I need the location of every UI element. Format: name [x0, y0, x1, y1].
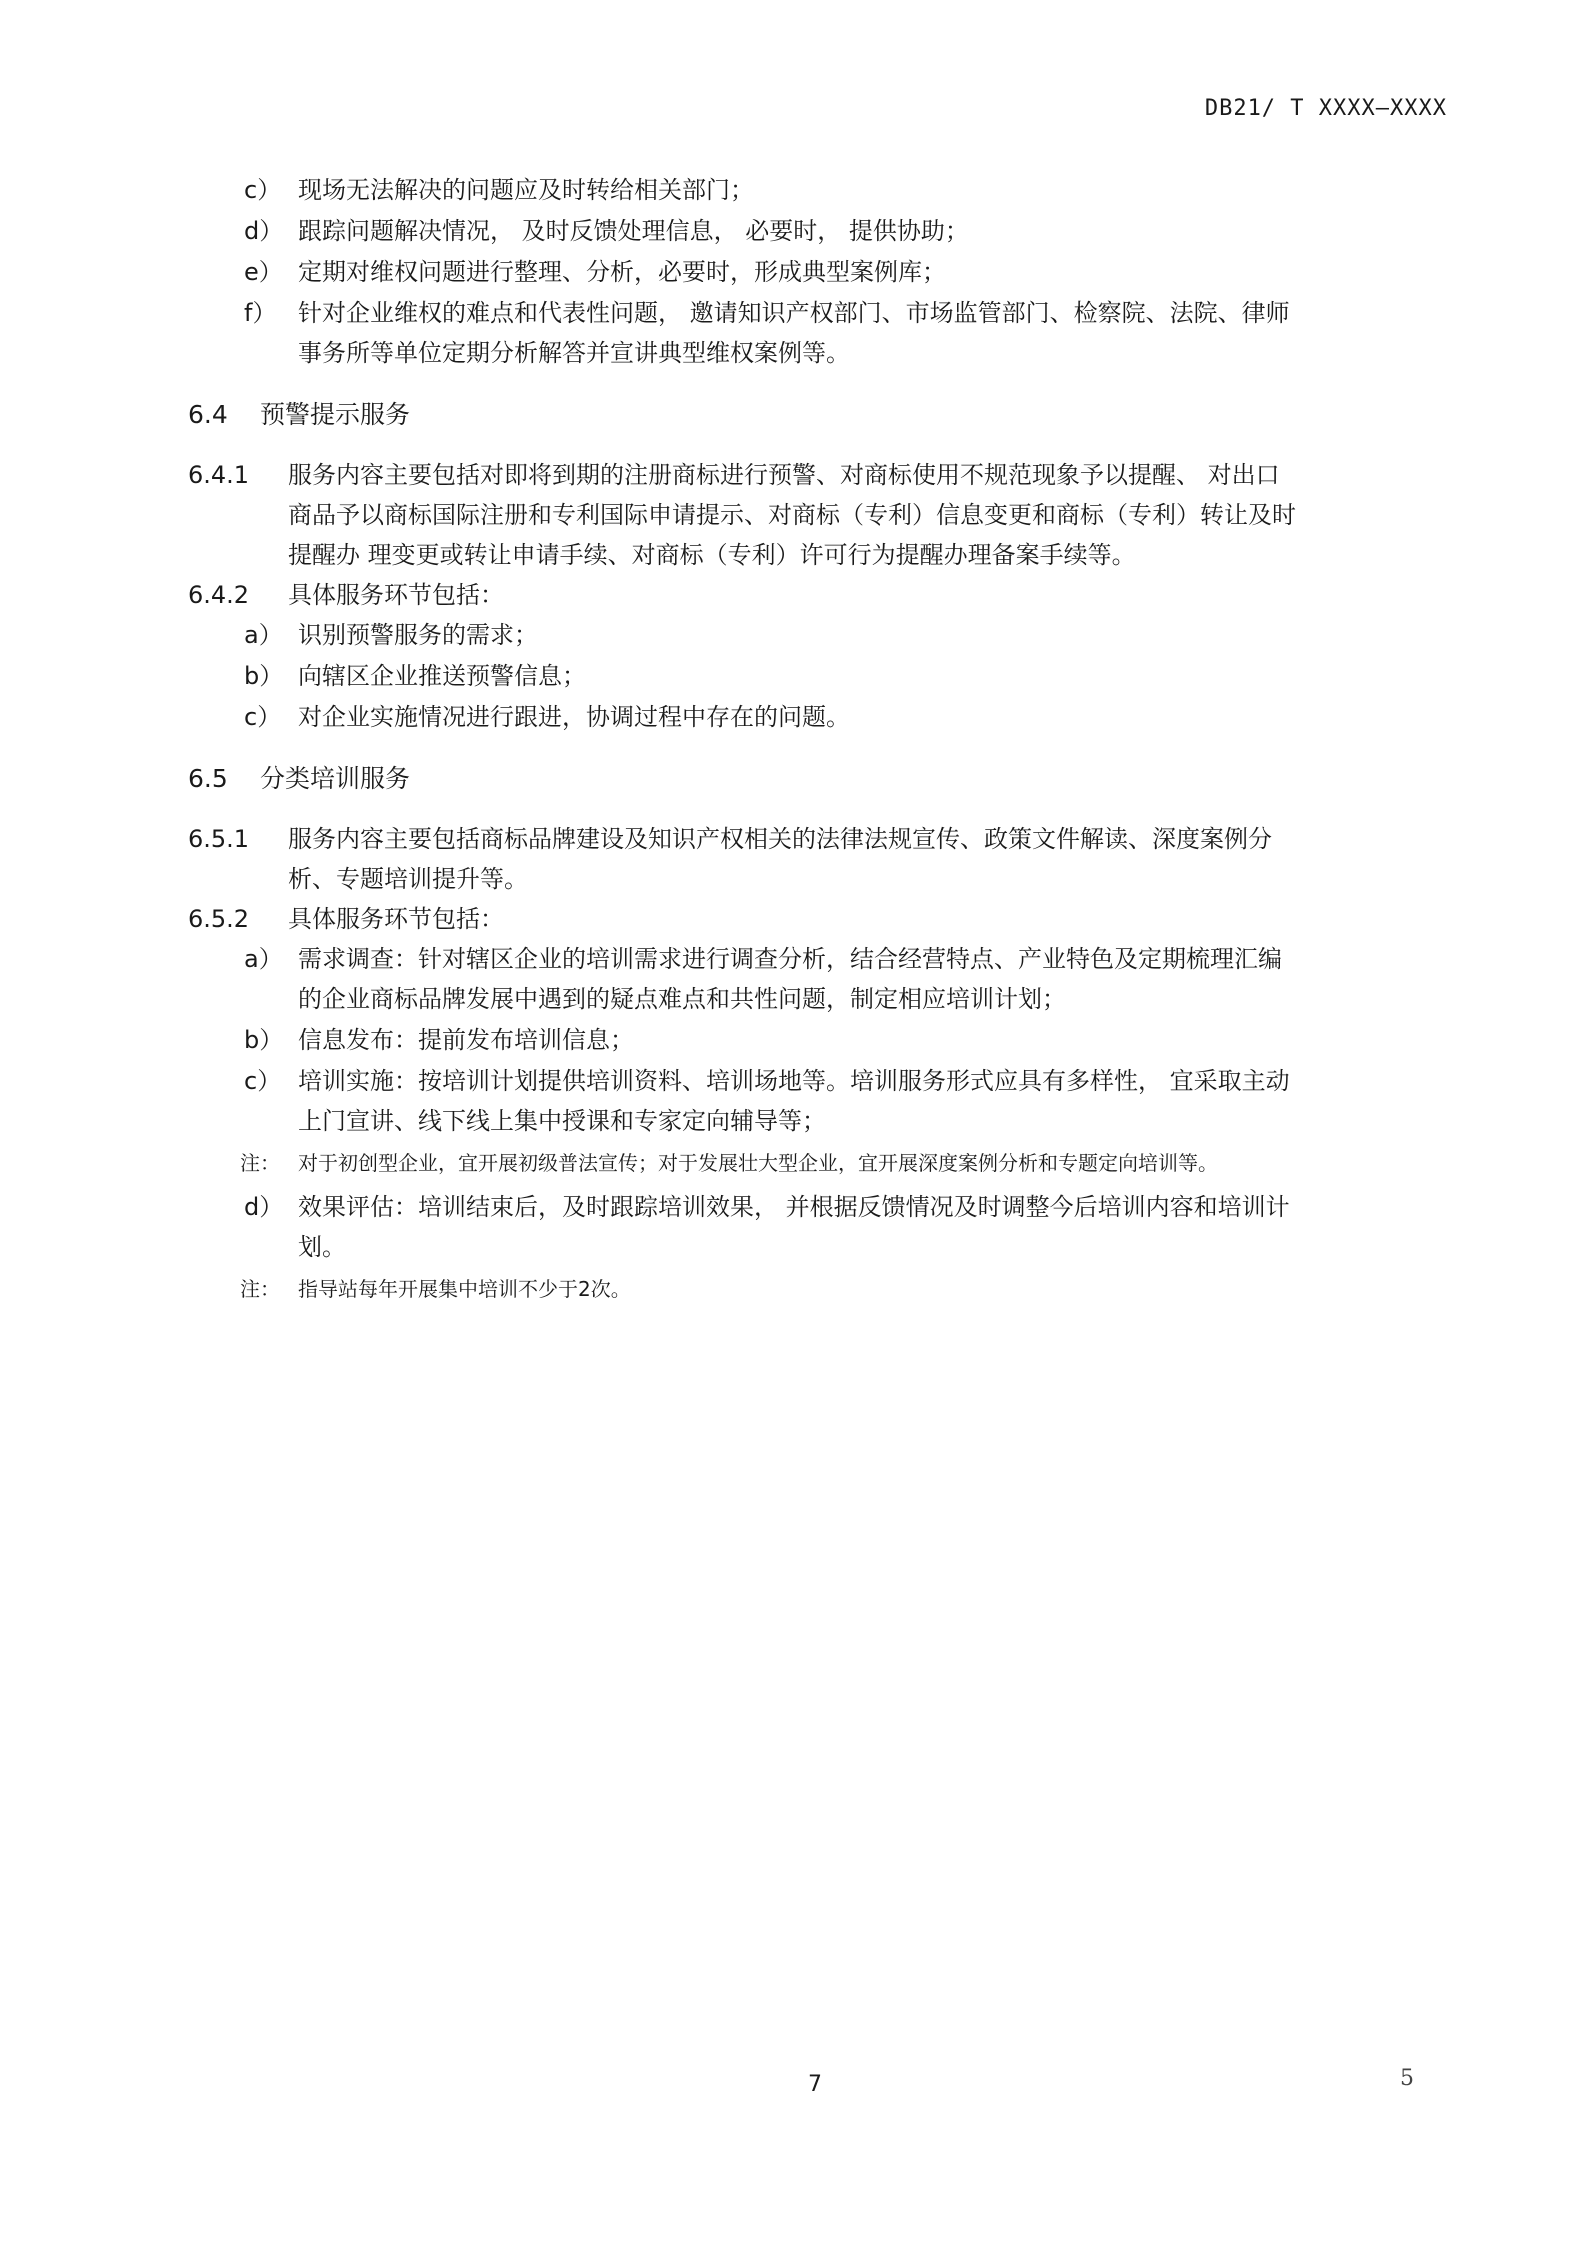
document-body: [188, 170, 1438, 1313]
clause-text-line: 提醒办 理变更或转让申请手续、对商标（专利）许可行为提醒办理备案手续等。: [288, 541, 1136, 569]
list-item: [188, 1061, 1438, 1141]
document-code: DB21/ T XXXX—XXXX: [1204, 96, 1447, 121]
list-marker: b）: [244, 1026, 284, 1054]
list-text: 需求调查：针对辖区企业的培训需求进行调查分析，结合经营特点、产业特色及定期梳理汇编: [298, 945, 1282, 973]
list-text: 信息发布：提前发布培训信息；: [298, 1026, 634, 1054]
list-item: [188, 656, 1438, 696]
clause-6-5-1: [188, 819, 1438, 899]
note-label: 注：: [240, 1151, 280, 1175]
note-text: 对于初创型企业，宜开展初级普法宣传；对于发展壮大型企业，宜开展深度案例分析和专题定向培训等。: [298, 1151, 1218, 1175]
list-text: 向辖区企业推送预警信息；: [298, 662, 586, 690]
clause-text-line: 商品予以商标国际注册和专利国际申请提示、对商标（专利）信息变更和商标（专利）转让及时: [288, 501, 1296, 529]
note-label: 注：: [240, 1277, 280, 1301]
list-item: [188, 1020, 1438, 1060]
list-item: [188, 1187, 1438, 1267]
note: [188, 1271, 1438, 1307]
list-text: 培训实施：按培训计划提供培训资料、培训场地等。培训服务形式应具有多样性， 宜采取主动: [298, 1067, 1290, 1095]
clause-number: 6.5.2: [188, 905, 250, 933]
list-text: 定期对维权问题进行整理、分析，必要时，形成典型案例库；: [298, 258, 946, 286]
list-marker: a）: [244, 945, 283, 973]
list-marker: c）: [244, 703, 282, 731]
note-text: 指导站每年开展集中培训不少于2次。: [298, 1277, 631, 1301]
clause-6-5-2: [188, 899, 1438, 939]
section-title: 分类培训服务: [260, 764, 411, 793]
list-item: [188, 939, 1438, 1019]
list-marker: d）: [244, 1193, 284, 1221]
list-item: [188, 252, 1438, 292]
note: [188, 1145, 1438, 1181]
clause-6-4-2: [188, 575, 1438, 615]
list-text: 跟踪问题解决情况， 及时反馈处理信息， 必要时， 提供协助；: [298, 217, 969, 245]
clause-6-4-1: [188, 455, 1438, 575]
clause-text-line: 析、专题培训提升等。: [288, 865, 528, 893]
list-text: 效果评估：培训结束后，及时跟踪培训效果， 并根据反馈情况及时调整今后培训内容和培训计: [298, 1193, 1290, 1221]
list-item: [188, 615, 1438, 655]
list-text-continued: 划。: [298, 1233, 346, 1261]
list-marker: b）: [244, 662, 284, 690]
section-heading-6-5: [188, 759, 1438, 799]
section-number: 6.5: [188, 764, 228, 793]
section-number: 6.4: [188, 400, 228, 429]
side-page-number: 5: [1400, 2066, 1414, 2091]
list-text: 识别预警服务的需求；: [298, 621, 538, 649]
list-item: [188, 170, 1438, 210]
page-number: 7: [808, 2072, 822, 2097]
list-marker: e）: [244, 258, 283, 286]
list-marker: d）: [244, 217, 284, 245]
section-heading-6-4: [188, 395, 1438, 435]
list-text-continued: 上门宣讲、线下线上集中授课和专家定向辅导等；: [298, 1107, 826, 1135]
clause-text-line: 具体服务环节包括：: [288, 581, 504, 609]
list-marker: c）: [244, 1067, 282, 1095]
list-text: 现场无法解决的问题应及时转给相关部门；: [298, 176, 754, 204]
section-title: 预警提示服务: [260, 400, 411, 429]
list-text: 对企业实施情况进行跟进，协调过程中存在的问题。: [298, 703, 850, 731]
clause-number: 6.5.1: [188, 825, 250, 853]
list-text-continued: 事务所等单位定期分析解答并宣讲典型维权案例等。: [298, 339, 850, 367]
list-text-continued: 的企业商标品牌发展中遇到的疑点难点和共性问题，制定相应培训计划；: [298, 985, 1066, 1013]
list-marker: c）: [244, 176, 282, 204]
list-item: [188, 211, 1438, 251]
clause-text-line: 服务内容主要包括对即将到期的注册商标进行预警、对商标使用不规范现象予以提醒、 对出口: [288, 461, 1280, 489]
list-marker: f）: [244, 299, 277, 327]
list-item: [188, 697, 1438, 737]
list-marker: a）: [244, 621, 283, 649]
list-text: 针对企业维权的难点和代表性问题， 邀请知识产权部门、市场监管部门、检察院、法院、律师: [298, 299, 1290, 327]
clause-number: 6.4.2: [188, 581, 250, 609]
clause-text-line: 具体服务环节包括：: [288, 905, 504, 933]
clause-number: 6.4.1: [188, 461, 250, 489]
list-item: [188, 293, 1438, 373]
clause-text-line: 服务内容主要包括商标品牌建设及知识产权相关的法律法规宣传、政策文件解读、深度案例分: [288, 825, 1272, 853]
